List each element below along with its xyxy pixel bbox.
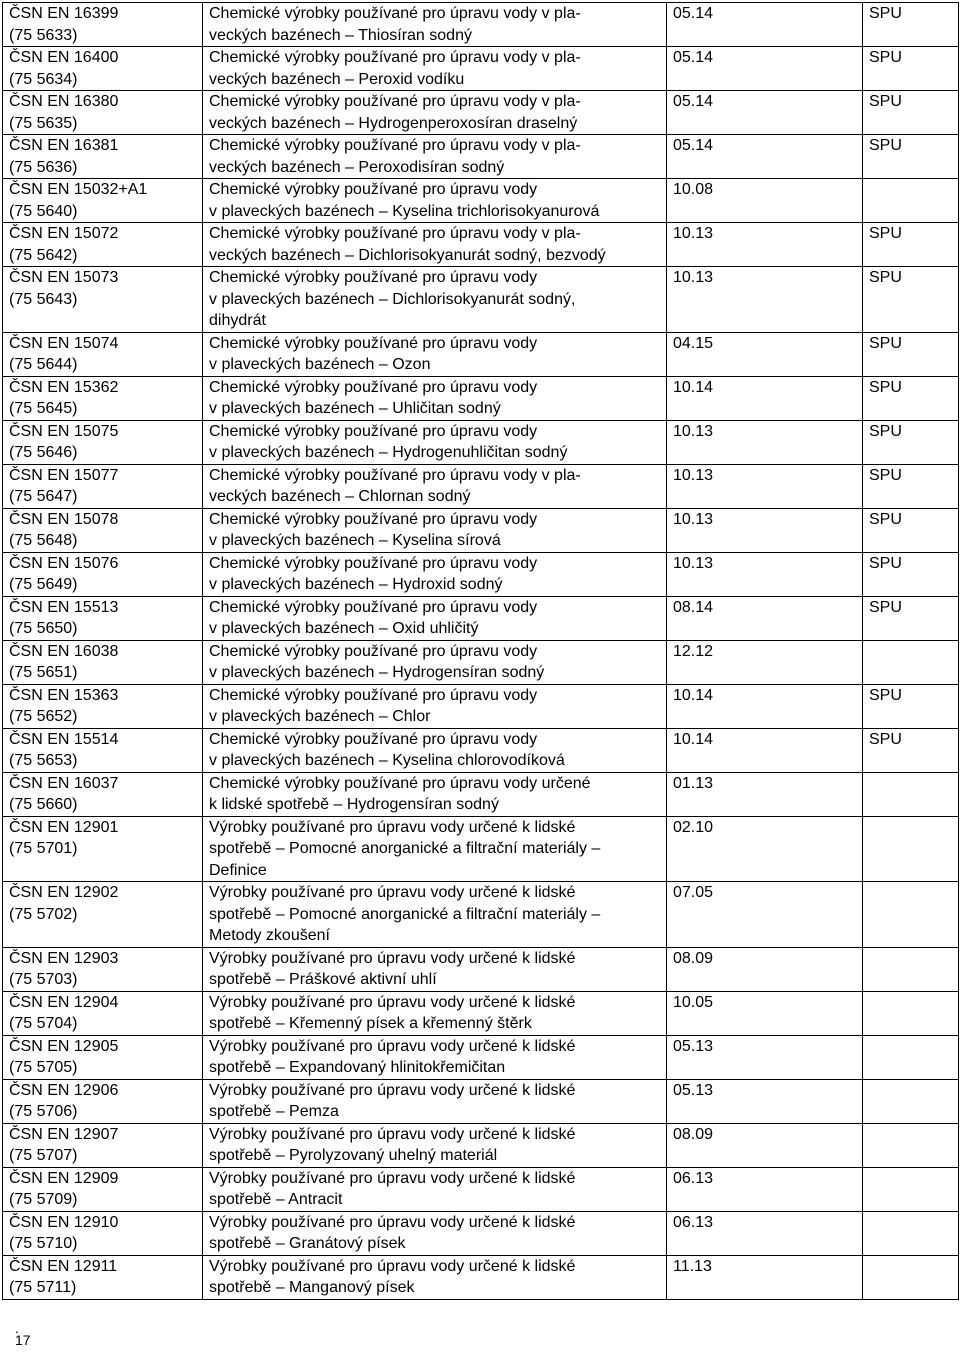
standard-designation: ČSN EN 15076 (9, 554, 119, 572)
standard-title-line: spotřebě – Pemza (209, 1103, 339, 1120)
standard-date-cell: 12.12 (667, 640, 863, 684)
standard-title-line: spotřebě – Pyrolyzovaný uhelný materiál (209, 1147, 498, 1164)
page-number: 17 (15, 1332, 31, 1348)
standard-title-cell (203, 332, 667, 376)
standard-number-cell (3, 991, 203, 1035)
standard-note-cell: SPU (863, 223, 959, 267)
standard-title-line: Chemické výrobky používané pro úpravu vody (209, 598, 538, 616)
standard-date-cell: 10.13 (667, 223, 863, 267)
standard-title-line: Chemické výrobky používané pro úpravu vody (209, 378, 538, 396)
standard-title-cell (203, 420, 667, 464)
standard-number-cell (3, 1035, 203, 1079)
standard-date-cell: 05.13 (667, 1079, 863, 1123)
standard-class-code: (75 5711) (9, 1279, 77, 1296)
standard-title-line: Výrobky používané pro úpravu vody určené k lidské (209, 1169, 576, 1187)
standard-title-line: v plaveckých bazénech – Oxid uhličitý (209, 620, 479, 637)
standard-title-line: veckých bazénech – Chlornan sodný (209, 488, 471, 505)
standard-class-code: (75 5635) (9, 114, 78, 132)
standard-title-line: Definice (209, 861, 267, 879)
standard-note-cell: SPU (863, 91, 959, 135)
standard-note-cell (863, 640, 959, 684)
standard-date-cell: 10.14 (667, 728, 863, 772)
standard-title-cell (203, 3, 667, 47)
standard-designation: ČSN EN 15363 (9, 686, 119, 704)
standard-number-cell (3, 508, 203, 552)
table-row (3, 332, 959, 376)
standard-designation: ČSN EN 15032+A1 (9, 181, 148, 198)
standard-title-line: spotřebě – Manganový písek (209, 1279, 415, 1296)
standard-designation: ČSN EN 12904 (9, 993, 119, 1011)
standard-number-cell (3, 179, 203, 223)
standard-date-cell: 10.13 (667, 267, 863, 333)
standard-designation: ČSN EN 16038 (9, 642, 119, 660)
standard-date-cell: 10.08 (667, 179, 863, 223)
standard-class-code: (75 5643) (9, 290, 78, 308)
standard-date-cell: 04.15 (667, 332, 863, 376)
table-row (3, 464, 959, 508)
standard-number-cell (3, 91, 203, 135)
standard-class-code: (75 5633) (9, 26, 78, 44)
standard-title-line: Chemické výrobky používané pro úpravu vody (209, 422, 538, 440)
standard-title-line: v plaveckých bazénech – Ozon (209, 356, 431, 373)
standard-date-cell: 06.13 (667, 1167, 863, 1211)
standards-table (2, 2, 959, 1300)
standard-title-line: Chemické výrobky používané pro úpravu vody v pla- (209, 466, 581, 484)
standard-title-cell (203, 772, 667, 816)
standard-date-cell: 08.14 (667, 596, 863, 640)
standard-number-cell (3, 332, 203, 376)
standard-title-line: v plaveckých bazénech – Hydroxid sodný (209, 576, 503, 593)
standard-title-line: spotřebě – Antracit (209, 1191, 343, 1208)
table-row (3, 728, 959, 772)
standard-note-cell: SPU (863, 508, 959, 552)
standard-class-code: (75 5649) (9, 576, 78, 593)
standard-designation: ČSN EN 15077 (9, 466, 119, 484)
table-row (3, 223, 959, 267)
standard-date-cell: 05.14 (667, 135, 863, 179)
standard-number-cell (3, 552, 203, 596)
standard-note-cell: SPU (863, 376, 959, 420)
standard-class-code: (75 5645) (9, 400, 78, 417)
standard-title-line: k lidské spotřebě – Hydrogensíran sodný (209, 796, 499, 813)
standard-title-line: Chemické výrobky používané pro úpravu vody v pla- (209, 137, 581, 154)
standard-note-cell: SPU (863, 332, 959, 376)
standard-note-cell (863, 816, 959, 882)
standard-note-cell: SPU (863, 267, 959, 333)
standard-title-line: spotřebě – Křemenný písek a křemenný štěrk (209, 1015, 532, 1032)
standard-note-cell (863, 991, 959, 1035)
standard-number-cell (3, 1167, 203, 1211)
standard-number-cell (3, 816, 203, 882)
standard-title-line: Chemické výrobky používané pro úpravu vody (209, 730, 538, 748)
standard-title-line: v plaveckých bazénech – Kyselina sírová (209, 532, 501, 549)
standard-title-line: v plaveckých bazénech – Kyselina chlorovodíková (209, 752, 565, 769)
standard-number-cell (3, 376, 203, 420)
table-row (3, 47, 959, 91)
standard-number-cell (3, 223, 203, 267)
standard-date-cell: 07.05 (667, 882, 863, 948)
standard-class-code: (75 5703) (9, 971, 78, 988)
standard-designation: ČSN EN 16381 (9, 137, 119, 154)
standard-title-cell (203, 508, 667, 552)
standard-note-cell: SPU (863, 3, 959, 47)
table-row (3, 508, 959, 552)
standard-class-code: (75 5706) (9, 1103, 78, 1120)
standard-title-cell (203, 1211, 667, 1255)
standard-designation: ČSN EN 16037 (9, 774, 119, 792)
standard-note-cell (863, 947, 959, 991)
standard-title-cell (203, 1123, 667, 1167)
standard-note-cell (863, 1123, 959, 1167)
standard-date-cell: 06.13 (667, 1211, 863, 1255)
standard-title-cell (203, 947, 667, 991)
standard-title-cell (203, 267, 667, 333)
standard-date-cell: 05.14 (667, 3, 863, 47)
standard-title-line: dihydrát (209, 312, 266, 329)
standard-designation: ČSN EN 12903 (9, 949, 119, 967)
standard-note-cell: SPU (863, 420, 959, 464)
standard-class-code: (75 5647) (9, 488, 78, 505)
standard-title-line: Chemické výrobky používané pro úpravu vody (209, 181, 538, 198)
standard-class-code: (75 5660) (9, 796, 78, 813)
standard-note-cell: SPU (863, 464, 959, 508)
standard-number-cell (3, 267, 203, 333)
standard-date-cell: 10.13 (667, 420, 863, 464)
standard-title-line: Chemické výrobky používané pro úpravu vody v pla- (209, 93, 581, 110)
standard-title-line: spotřebě – Pomocné anorganické a filtrační materiály – (209, 905, 601, 923)
standard-class-code: (75 5642) (9, 246, 78, 264)
standard-title-cell (203, 1035, 667, 1079)
standard-title-line: spotřebě – Práškové aktivní uhlí (209, 971, 437, 988)
standard-title-line: Výrobky používané pro úpravu vody určené k lidské (209, 949, 576, 967)
standard-title-line: veckých bazénech – Thiosíran sodný (209, 26, 472, 44)
table-row (3, 420, 959, 464)
standard-date-cell: 10.13 (667, 552, 863, 596)
standard-note-cell (863, 1035, 959, 1079)
standard-title-cell (203, 223, 667, 267)
standard-number-cell (3, 772, 203, 816)
standard-title-cell (203, 1167, 667, 1211)
standard-title-cell (203, 464, 667, 508)
standard-class-code: (75 5702) (9, 905, 78, 923)
standard-date-cell: 10.13 (667, 464, 863, 508)
standard-title-line: v plaveckých bazénech – Dichlorisokyanurát sodný, (209, 290, 576, 308)
standard-designation: ČSN EN 12909 (9, 1169, 119, 1187)
standard-designation: ČSN EN 12910 (9, 1213, 119, 1231)
standard-class-code: (75 5705) (9, 1059, 78, 1076)
standard-title-line: Chemické výrobky používané pro úpravu vody (209, 334, 538, 352)
standard-title-cell (203, 1255, 667, 1299)
standard-note-cell: SPU (863, 684, 959, 728)
standards-table-body (3, 3, 959, 1300)
standard-designation: ČSN EN 12907 (9, 1125, 119, 1143)
standard-title-cell (203, 1079, 667, 1123)
standard-note-cell (863, 882, 959, 948)
standard-title-cell (203, 816, 667, 882)
table-row (3, 267, 959, 333)
standard-designation: ČSN EN 15514 (9, 730, 119, 748)
standard-designation: ČSN EN 15513 (9, 598, 119, 616)
standard-title-line: Výrobky používané pro úpravu vody určené k lidské (209, 1213, 576, 1231)
standard-class-code: (75 5710) (9, 1235, 78, 1252)
standard-title-cell (203, 640, 667, 684)
standard-title-line: spotřebě – Expandovaný hlinitokřemičitan (209, 1059, 506, 1076)
standard-designation: ČSN EN 15073 (9, 269, 119, 286)
standard-number-cell (3, 1255, 203, 1299)
standard-date-cell: 10.14 (667, 376, 863, 420)
standard-number-cell (3, 420, 203, 464)
standard-designation: ČSN EN 12906 (9, 1081, 119, 1099)
standard-date-cell: 10.14 (667, 684, 863, 728)
table-row (3, 684, 959, 728)
standard-date-cell: 08.09 (667, 1123, 863, 1167)
standard-note-cell: SPU (863, 552, 959, 596)
standard-number-cell (3, 464, 203, 508)
standard-class-code: (75 5640) (9, 202, 78, 220)
standard-title-line: Chemické výrobky používané pro úpravu vody (209, 686, 538, 704)
standard-title-cell (203, 135, 667, 179)
standard-title-line: Chemické výrobky používané pro úpravu vody v pla- (209, 225, 581, 242)
standard-class-code: (75 5650) (9, 620, 78, 637)
standard-title-cell (203, 47, 667, 91)
standard-title-cell (203, 991, 667, 1035)
standard-note-cell: SPU (863, 135, 959, 179)
standard-class-code: (75 5644) (9, 356, 78, 373)
table-row (3, 882, 959, 948)
standard-title-cell (203, 179, 667, 223)
standard-title-cell (203, 684, 667, 728)
standard-number-cell (3, 684, 203, 728)
table-row (3, 640, 959, 684)
standard-title-cell (203, 728, 667, 772)
standard-date-cell: 05.14 (667, 91, 863, 135)
standard-note-cell: SPU (863, 596, 959, 640)
standard-designation: ČSN EN 15362 (9, 378, 119, 396)
standard-number-cell (3, 3, 203, 47)
standard-title-line: spotřebě – Granátový písek (209, 1235, 406, 1252)
standard-title-line: Chemické výrobky používané pro úpravu vody v pla- (209, 5, 581, 22)
standard-date-cell: 11.13 (667, 1255, 863, 1299)
standard-date-cell: 02.10 (667, 816, 863, 882)
table-row (3, 596, 959, 640)
standard-note-cell (863, 179, 959, 223)
standard-title-line: Výrobky používané pro úpravu vody určené k lidské (209, 993, 576, 1011)
standard-title-line: Výrobky používané pro úpravu vody určené k lidské (209, 1081, 576, 1099)
table-row (3, 947, 959, 991)
standard-designation: ČSN EN 16400 (9, 49, 119, 66)
table-row (3, 1211, 959, 1255)
standard-date-cell: 01.13 (667, 772, 863, 816)
standard-title-cell (203, 91, 667, 135)
standard-title-line: v plaveckých bazénech – Hydrogensíran sodný (209, 664, 545, 681)
standard-number-cell (3, 728, 203, 772)
table-row (3, 991, 959, 1035)
standard-class-code: (75 5652) (9, 708, 78, 725)
standard-note-cell (863, 1167, 959, 1211)
standard-class-code: (75 5707) (9, 1147, 78, 1164)
standard-title-line: Chemické výrobky používané pro úpravu vody (209, 269, 538, 286)
standard-title-line: v plaveckých bazénech – Hydrogenuhličitan sodný (209, 444, 568, 461)
table-row (3, 179, 959, 223)
standard-number-cell (3, 596, 203, 640)
standard-title-line: Metody zkoušení (209, 927, 330, 944)
standard-number-cell (3, 640, 203, 684)
standard-title-line: Výrobky používané pro úpravu vody určené k lidské (209, 884, 576, 901)
standard-designation: ČSN EN 16380 (9, 93, 119, 110)
standard-number-cell (3, 1079, 203, 1123)
standard-title-line: Výrobky používané pro úpravu vody určené k lidské (209, 1125, 576, 1143)
standard-title-cell (203, 596, 667, 640)
standard-class-code: (75 5653) (9, 752, 78, 769)
standard-class-code: (75 5651) (9, 664, 78, 681)
table-row (3, 376, 959, 420)
standard-class-code: (75 5646) (9, 444, 78, 461)
standard-number-cell (3, 135, 203, 179)
standard-note-cell: SPU (863, 47, 959, 91)
standard-title-line: Chemické výrobky používané pro úpravu vody (209, 510, 538, 528)
standard-designation: ČSN EN 12902 (9, 884, 119, 901)
standard-designation: ČSN EN 15072 (9, 225, 119, 242)
standard-title-line: Výrobky používané pro úpravu vody určené k lidské (209, 1037, 576, 1055)
standard-date-cell: 10.05 (667, 991, 863, 1035)
standard-class-code: (75 5648) (9, 532, 78, 549)
standard-note-cell (863, 1255, 959, 1299)
table-row (3, 772, 959, 816)
standard-class-code: (75 5709) (9, 1191, 78, 1208)
table-row (3, 1035, 959, 1079)
standard-note-cell (863, 772, 959, 816)
standard-title-line: veckých bazénech – Peroxid vodíku (209, 70, 465, 88)
standard-title-line: veckých bazénech – Hydrogenperoxosíran draselný (209, 114, 578, 132)
table-row (3, 816, 959, 882)
standard-number-cell (3, 947, 203, 991)
standard-title-cell (203, 376, 667, 420)
standard-title-line: v plaveckých bazénech – Uhličitan sodný (209, 400, 501, 417)
standard-designation: ČSN EN 12905 (9, 1037, 119, 1055)
standard-date-cell: 05.13 (667, 1035, 863, 1079)
standard-number-cell (3, 1211, 203, 1255)
standard-title-line: veckých bazénech – Peroxodisíran sodný (209, 158, 505, 176)
standard-designation: ČSN EN 16399 (9, 5, 119, 22)
standard-class-code: (75 5701) (9, 840, 78, 857)
standard-title-line: v plaveckých bazénech – Chlor (209, 708, 431, 725)
standard-note-cell: SPU (863, 728, 959, 772)
standard-title-line: Výrobky používané pro úpravu vody určené k lidské (209, 1257, 576, 1275)
standard-designation: ČSN EN 15078 (9, 510, 119, 528)
standard-date-cell: 08.09 (667, 947, 863, 991)
standard-date-cell: 05.14 (667, 47, 863, 91)
table-row (3, 552, 959, 596)
page-footer (15, 1320, 31, 1348)
table-row (3, 1167, 959, 1211)
standard-title-line: Chemické výrobky používané pro úpravu vody (209, 642, 538, 660)
table-row (3, 3, 959, 47)
standard-class-code: (75 5704) (9, 1015, 78, 1032)
standard-title-line: v plaveckých bazénech – Kyselina trichlorisokyanurová (209, 202, 600, 220)
standard-number-cell (3, 47, 203, 91)
table-row (3, 135, 959, 179)
standard-title-line: Chemické výrobky používané pro úpravu vody určené (209, 774, 591, 792)
standard-designation: ČSN EN 15075 (9, 422, 119, 440)
standard-title-line: Chemické výrobky používané pro úpravu vody v pla- (209, 49, 581, 66)
table-row (3, 91, 959, 135)
standard-title-cell (203, 882, 667, 948)
table-row (3, 1255, 959, 1299)
standard-title-line: Chemické výrobky používané pro úpravu vody (209, 554, 538, 572)
standard-class-code: (75 5634) (9, 70, 78, 88)
footer-dot: . (15, 1320, 19, 1336)
standard-number-cell (3, 882, 203, 948)
standard-title-line: Výrobky používané pro úpravu vody určené k lidské (209, 818, 576, 836)
standard-date-cell: 10.13 (667, 508, 863, 552)
standard-designation: ČSN EN 12901 (9, 818, 119, 836)
standard-note-cell (863, 1079, 959, 1123)
table-row (3, 1079, 959, 1123)
standard-title-line: spotřebě – Pomocné anorganické a filtrační materiály – (209, 840, 601, 857)
standard-title-cell (203, 552, 667, 596)
standard-note-cell (863, 1211, 959, 1255)
standard-designation: ČSN EN 12911 (9, 1257, 118, 1275)
standard-designation: ČSN EN 15074 (9, 334, 119, 352)
standard-title-line: veckých bazénech – Dichlorisokyanurát sodný, bezvodý (209, 246, 606, 264)
standard-number-cell (3, 1123, 203, 1167)
standard-class-code: (75 5636) (9, 158, 78, 176)
table-row (3, 1123, 959, 1167)
